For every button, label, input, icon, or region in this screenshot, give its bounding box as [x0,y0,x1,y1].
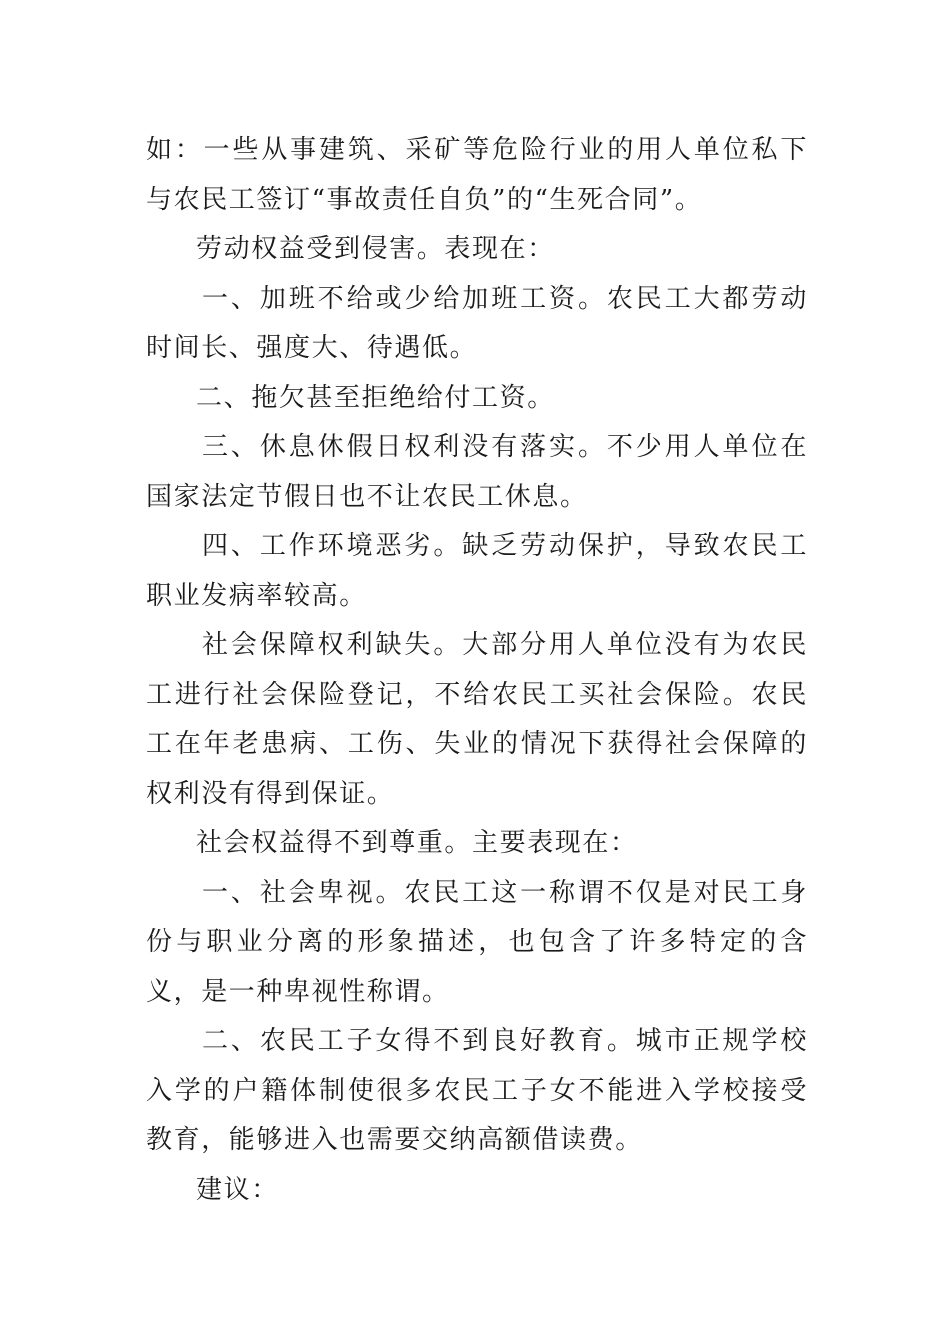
paragraph-rest-holidays: 三、休息休假日权利没有落实。不少用人单位在国家法定节假日也不让农民工休息。 [146,432,808,512]
paragraph-labor-rights-heading: 劳动权益受到侵害。表现在： [196,234,555,264]
paragraph-social-discrimination: 一、社会卑视。农民工这一称谓不仅是对民工身份与职业分离的形象描述，也包含了许多特定的含义，是一种卑视性称谓。 [146,877,808,1007]
paragraph-social-security: 社会保障权利缺失。大部分用人单位没有为农民工进行社会保险登记，不给农民工买社会保险。农民工在年老患病、工伤、失业的情况下获得社会保障的权利没有得到保证。 [146,630,808,809]
paragraph-overtime-pay: 一、加班不给或少给加班工资。农民工大都劳动时间长、强度大、待遇低。 [146,283,808,363]
paragraph-wage-arrears: 二、拖欠甚至拒绝给付工资。 [196,382,555,413]
document-body [146,126,808,1215]
paragraph-work-environment: 四、工作环境恶劣。缺乏劳动保护，导致农民工职业发病率较高。 [146,531,808,611]
paragraph-dangerous-industry-contracts: 如：一些从事建筑、采矿等危险行业的用人单位私下与农民工签订“事故责任自负”的“生死合同”。 [146,135,808,215]
paragraph-children-education: 二、农民工子女得不到良好教育。城市正规学校入学的户籍体制使很多农民工子女不能进入学校接受教育，能够进入也需要交纳高额借读费。 [146,1026,808,1155]
paragraph-suggestions-heading: 建议： [196,1174,279,1205]
paragraph-social-rights-heading: 社会权益得不到尊重。主要表现在： [196,828,638,858]
